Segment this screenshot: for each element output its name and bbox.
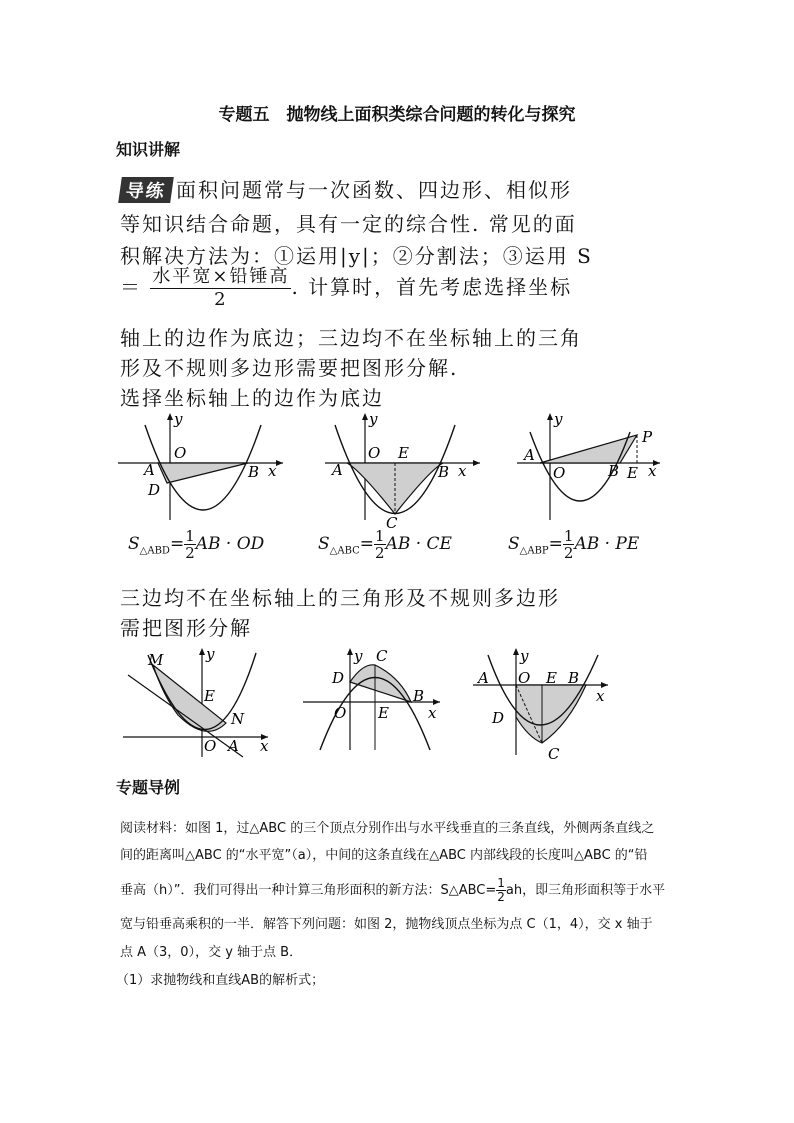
half-num: 1	[375, 527, 385, 545]
intro-line-5: 轴上的边作为底边；三边均不在坐标轴上的三角	[120, 326, 582, 350]
reading-line-6-wrap	[116, 974, 676, 988]
label-o: O	[174, 444, 187, 462]
formula-abp	[508, 528, 639, 561]
section-knowledge-heading: 知识讲解	[116, 140, 181, 159]
intro-line-2: 等知识结合命题，具有一定的综合性. 常见的面	[120, 212, 577, 236]
label-x: x	[596, 687, 605, 705]
fraction-denominator: 2	[214, 289, 228, 310]
label-e: E	[546, 669, 557, 687]
half-fraction	[374, 528, 386, 561]
label-c: C	[376, 647, 388, 665]
half-num: 1	[185, 527, 195, 545]
formula-sub: △ABD	[139, 545, 170, 557]
formula-rhs: AB · PE	[574, 534, 640, 554]
label-a: A	[332, 461, 343, 479]
label-c: C	[548, 745, 560, 763]
y-arrow-icon	[199, 648, 205, 655]
formula-eq: =	[169, 534, 185, 554]
intro-line-1	[120, 174, 680, 203]
label-x: x	[648, 462, 657, 480]
label-y: y	[354, 647, 363, 665]
figure-1	[118, 410, 288, 525]
caption-axis-base: 选择坐标轴上的边作为底边	[120, 386, 384, 410]
intro-text-4: . 计算时，首先考虑选择坐标	[291, 275, 573, 299]
label-a: A	[524, 446, 535, 464]
formula-rhs: AB · CE	[385, 534, 452, 554]
label-y: y	[206, 645, 215, 663]
half-fraction	[496, 877, 506, 904]
triangle-abd	[158, 463, 248, 483]
formula-abc	[318, 528, 452, 561]
half-num: 1	[497, 876, 505, 890]
label-b: B	[413, 687, 425, 705]
label-b: B	[248, 463, 260, 481]
y-arrow-icon	[167, 413, 173, 420]
label-e: E	[204, 687, 215, 705]
page-title: 专题五 抛物线上面积类综合问题的转化与探究	[218, 105, 576, 125]
label-b: B	[608, 462, 620, 480]
x-arrow-icon	[276, 460, 283, 466]
y-arrow-icon	[547, 413, 553, 420]
figure-3	[512, 410, 672, 525]
reading-line-1: 阅读材料：如图 1，过△ABC 的三个顶点分别作出与水平线垂直的三条直线，外侧两条直线之	[120, 821, 655, 836]
half-fraction	[563, 528, 575, 561]
formula-s: S	[128, 534, 140, 554]
area-fraction	[150, 266, 291, 311]
label-p: P	[642, 428, 653, 446]
label-o: O	[204, 737, 217, 755]
label-d: D	[148, 481, 161, 499]
label-y: y	[369, 410, 378, 428]
intro-line-6: 形及不规则多边形需要把图形分解.	[120, 356, 459, 380]
label-e: E	[378, 704, 389, 722]
quadrilateral-odcb	[516, 685, 586, 743]
reading-line-3-wrap	[120, 877, 680, 904]
line-mn	[128, 675, 243, 757]
formula-abd	[128, 528, 264, 561]
reading-line-3	[120, 877, 680, 904]
formula-sub: △ABC	[329, 545, 360, 557]
formula-rhs: AB · OD	[195, 534, 265, 554]
half-den: 2	[185, 544, 195, 562]
label-x: x	[458, 462, 467, 480]
formula-eq: =	[548, 534, 563, 554]
reading-material	[120, 822, 680, 836]
formula-s: S	[318, 534, 330, 554]
label-n: N	[231, 710, 245, 728]
y-arrow-icon	[347, 648, 353, 655]
label-o: O	[553, 464, 566, 482]
question-1: （1）求抛物线和直线AB的解析式；	[116, 973, 325, 988]
intro-line-4	[120, 266, 680, 311]
figure-6	[468, 645, 618, 763]
formula-eq: =	[359, 534, 375, 554]
label-x: x	[428, 704, 437, 722]
figure-2	[320, 410, 490, 530]
fraction-numerator: 水平宽×铅锤高	[152, 266, 290, 287]
reading-line-2: 间的距离叫△ABC 的“水平宽”（a），中间的这条直线在△ABC 内部线段的长度叫△ABC 的“铅	[120, 848, 648, 863]
half-fraction	[184, 528, 196, 561]
caption-decompose-2: 需把图形分解	[120, 616, 252, 640]
caption-decompose-1: 三边均不在坐标轴上的三角形及不规则多边形	[120, 586, 560, 610]
label-o: O	[518, 669, 531, 687]
label-d: D	[332, 669, 345, 687]
half-den: 2	[375, 544, 385, 562]
figure-5	[298, 645, 448, 755]
half-den: 2	[497, 890, 505, 904]
y-arrow-icon	[362, 413, 368, 420]
half-den: 2	[563, 544, 574, 562]
label-b: B	[438, 463, 450, 481]
reading-line-4-wrap	[120, 918, 680, 932]
section-example-heading: 专题导例	[116, 778, 181, 797]
label-d: D	[492, 709, 505, 727]
label-a: A	[478, 669, 489, 687]
label-x: x	[260, 737, 269, 755]
intro-line-3: 积解决方法为：①运用|y|；②分割法；③运用 S	[120, 244, 593, 268]
label-m: M	[148, 651, 164, 669]
triangle-mno	[153, 665, 226, 731]
reading-line-5-wrap	[120, 946, 680, 960]
equals-sign: ＝	[120, 275, 142, 299]
label-o: O	[334, 704, 347, 722]
label-c: C	[386, 514, 398, 530]
reading-line-3a: 垂高（h）”．我们可得出一种计算三角形面积的新方法：S△ABC=	[120, 883, 497, 898]
y-arrow-icon	[513, 648, 519, 655]
reading-line-2-wrap	[120, 849, 680, 863]
label-e: E	[398, 444, 409, 462]
reading-line-3b: ah，即三角形面积等于水平	[505, 883, 666, 898]
formula-s: S	[508, 534, 520, 554]
guide-tag: 导练	[118, 177, 174, 203]
half-num: 1	[563, 527, 574, 545]
label-b: B	[568, 669, 580, 687]
intro-text-1: 面积问题常与一次函数、四边形、相似形	[176, 178, 572, 202]
label-o: O	[368, 444, 381, 462]
label-y: y	[520, 647, 529, 665]
figure-4	[118, 645, 278, 760]
reading-line-5: 点 A（3，0），交 y 轴于点 B．	[120, 945, 303, 960]
label-y: y	[554, 410, 563, 428]
label-x: x	[268, 462, 277, 480]
reading-line-4: 宽与铅垂高乘积的一半．解答下列问题：如图 2，抛物线顶点坐标为点 C（1，4），交 x 轴于	[120, 917, 653, 932]
label-a: A	[228, 737, 239, 755]
label-e: E	[627, 464, 638, 482]
x-arrow-icon	[473, 460, 480, 466]
formula-sub: △ABP	[519, 545, 549, 557]
triangle-abp	[540, 435, 637, 463]
label-a: A	[144, 461, 155, 479]
label-y: y	[174, 410, 183, 428]
